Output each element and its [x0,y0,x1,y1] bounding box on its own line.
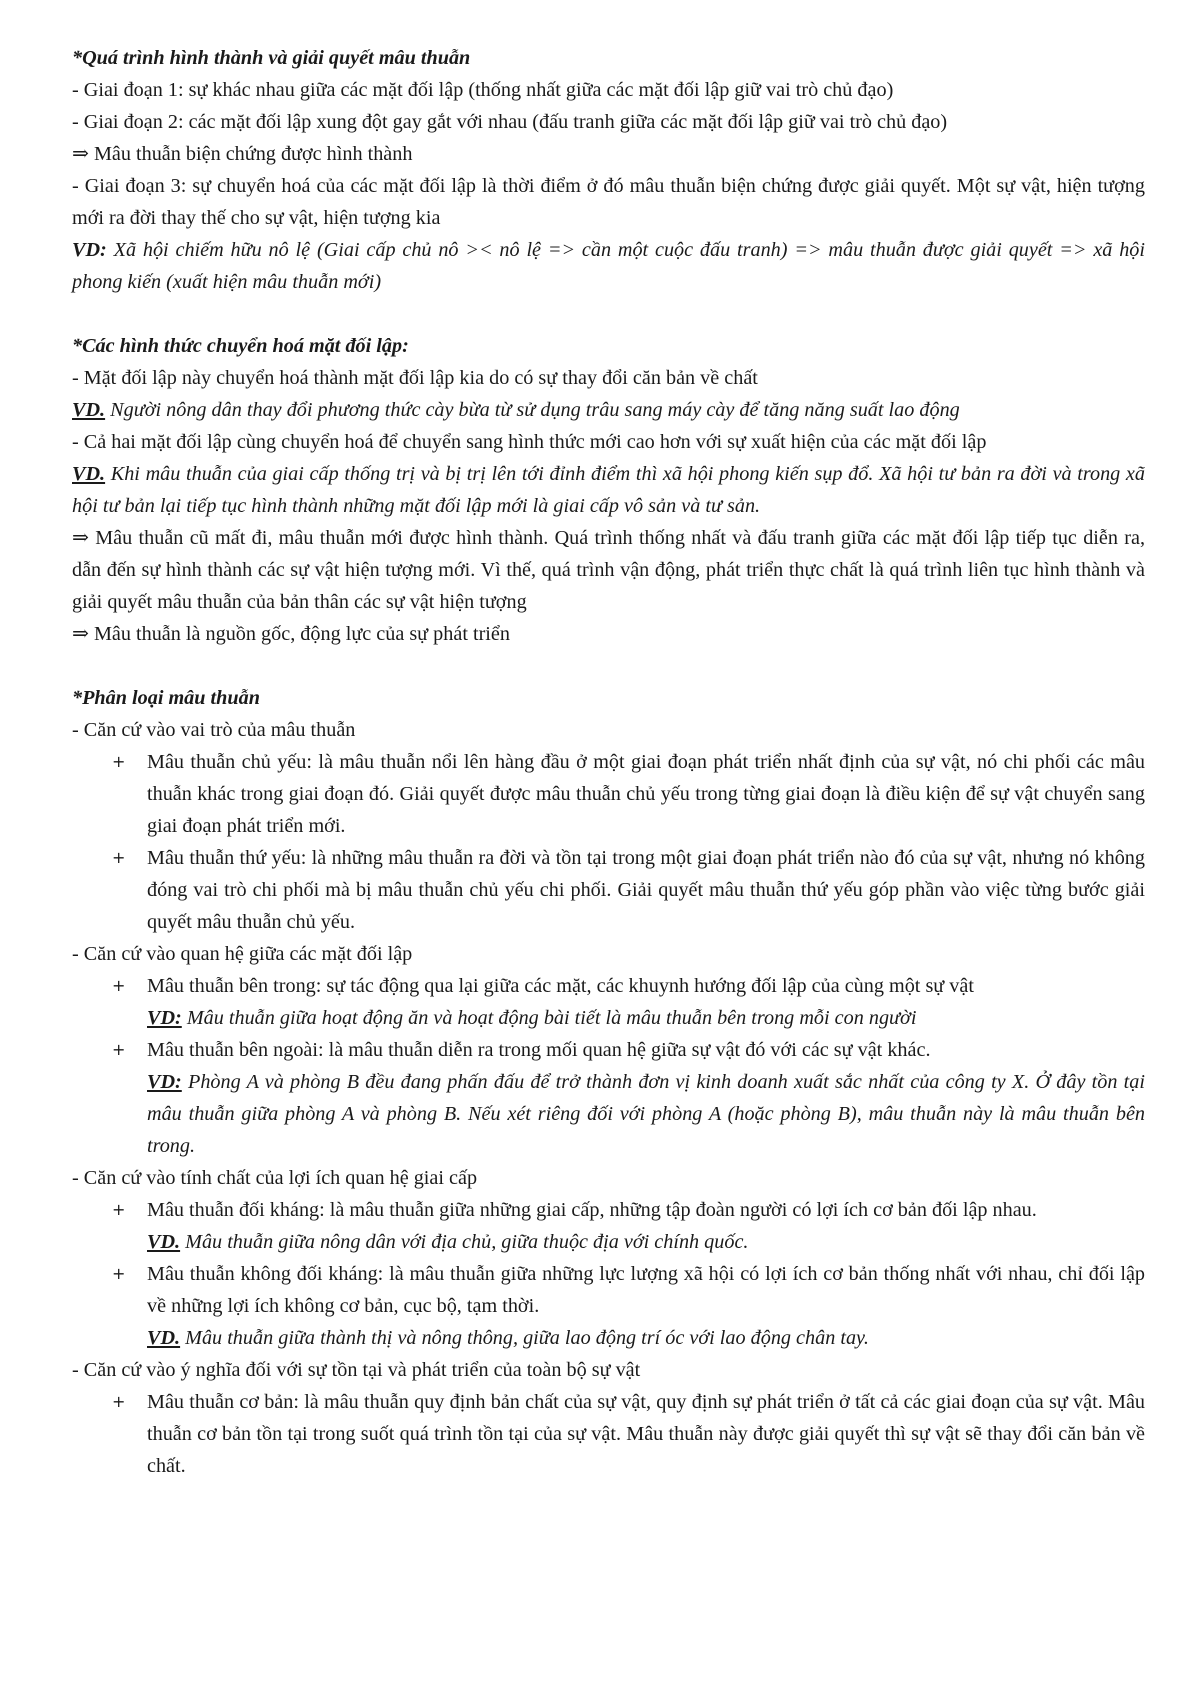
paragraph-form-1: - Mặt đối lập này chuyển hoá thành mặt đối lập kia do có sự thay đổi căn bản về chất [72,367,758,389]
section-heading-formation: *Quá trình hình thành và giải quyết mâu thuẫn [72,47,471,69]
bullet-text: Mâu thuẫn bên trong: sự tác động qua lại giữa các mặt, các khuynh hướng đối lập của cùng một sự vật [147,975,974,997]
section-heading-transformation: *Các hình thức chuyển hoá mặt đối lập: [72,335,409,357]
plus-bullet-icon: + [112,1264,126,1283]
bullet-item [72,1386,1145,1482]
example-text: Xã hội chiếm hữu nô lệ (Giai cấp chủ nô >< nô lệ => cần một cuộc đấu tranh) => mâu thuẫn được giải quyết => xã hội phong kiến (xuất hiện mâu thuẫn mới) [72,239,1145,293]
plus-bullet-icon: + [112,1040,126,1059]
example-label: VD. [72,399,106,421]
group-heading-class-interest: - Căn cứ vào tính chất của lợi ích quan hệ giai cấp [72,1167,478,1189]
paragraph-stage-1: - Giai đoạn 1: sự khác nhau giữa các mặt đối lập (thống nhất giữa các mặt đối lập giữ vai trò chủ đạo) [72,79,894,101]
bullet-item [72,1194,1145,1226]
example-label: VD. [147,1231,181,1253]
bullet-text: Mâu thuẫn chủ yếu: là mâu thuẫn nổi lên hàng đầu ở một giai đoạn phát triển nhất định của sự vật, nó chi phối các mâu thuẫn khác trong giai đoạn đó. Giải quyết được mâu thuẫn chủ yếu trong từng giai đoạn là điều kiện để sự vật chuyển sang giai đoạn phát triển mới. [147,751,1145,837]
plus-bullet-icon: + [112,848,126,867]
paragraph-stage-2: - Giai đoạn 2: các mặt đối lập xung đột gay gắt với nhau (đấu tranh giữa các mặt đối lập giữ vai trò chủ đạo) [72,111,948,133]
bullet-item [72,842,1145,938]
example-text: Mâu thuẫn giữa nông dân với địa chủ, giữa thuộc địa với chính quốc. [180,1231,749,1253]
example-label: VD. [147,1327,181,1349]
plus-bullet-icon: + [112,1200,126,1219]
example-slavery [72,234,1145,298]
example-label: VD: [147,1007,182,1029]
example-text: Mâu thuẫn giữa hoạt động ăn và hoạt động bài tiết là mâu thuẫn bên trong mỗi con người [181,1007,917,1029]
example-feudal [72,458,1145,522]
bullet-text: Mâu thuẫn đối kháng: là mâu thuẫn giữa những giai cấp, những tập đoàn người có lợi ích cơ bản đối lập nhau. [147,1199,1037,1221]
group-heading-relation: - Căn cứ vào quan hệ giữa các mặt đối lập [72,943,413,965]
example-farmer [72,394,1145,426]
example-text: Phòng A và phòng B đều đang phấn đấu để trở thành đơn vị kinh doanh xuất sắc nhất của công ty X. Ở đây tồn tại mâu thuẫn giữa phòng A và phòng B. Nếu xét riêng đối với phòng A (hoặc phòng B), mâu thuẫn này là mâu thuẫn bên trong. [147,1071,1145,1157]
bullet-item [72,1034,1145,1066]
example-label: VD: [72,239,107,261]
group-heading-significance: - Căn cứ vào ý nghĩa đối với sự tồn tại và phát triển của toàn bộ sự vật [72,1359,641,1381]
plus-bullet-icon: + [112,1392,126,1411]
example-non-antagonistic [72,1322,1145,1354]
group-heading-role: - Căn cứ vào vai trò của mâu thuẫn [72,719,356,741]
paragraph-form-2: - Cả hai mặt đối lập cùng chuyển hoá để chuyển sang hình thức mới cao hơn với sự xuất hiện của các mặt đối lập [72,431,987,453]
plus-bullet-icon: + [112,752,126,771]
example-text: Mâu thuẫn giữa thành thị và nông thông, giữa lao động trí óc với lao động chân tay. [180,1327,869,1349]
section-heading-classification: *Phân loại mâu thuẫn [72,687,260,709]
bullet-text: Mâu thuẫn bên ngoài: là mâu thuẫn diễn ra trong mối quan hệ giữa sự vật đó với các sự vật khác. [147,1039,931,1061]
bullet-item [72,970,1145,1002]
example-label: VD. [72,463,106,485]
bullet-item [72,746,1145,842]
example-text: Khi mâu thuẫn của giai cấp thống trị và bị trị lên tới đỉnh điểm thì xã hội phong kiến sụp đổ. Xã hội tư bản ra đời và trong xã hội tư bản lại tiếp tục hình thành những mặt đối lập mới là giai cấp vô sản và tư sản. [72,463,1145,517]
example-internal [72,1002,1145,1034]
paragraph-stage-3: - Giai đoạn 3: sự chuyển hoá của các mặt đối lập là thời điểm ở đó mâu thuẫn biện chứng được giải quyết. Một sự vật, hiện tượng mới ra đời thay thế cho sự vật, hiện tượng kia [72,175,1145,229]
example-external [72,1066,1145,1162]
bullet-item [72,1258,1145,1322]
conclusion-formed: ⇒ Mâu thuẫn biện chứng được hình thành [72,143,413,165]
bullet-text: Mâu thuẫn cơ bản: là mâu thuẫn quy định bản chất của sự vật, quy định sự phát triển ở tất cả các giai đoạn của sự vật. Mâu thuẫn cơ bản tồn tại trong suốt quá trình tồn tại của sự vật. Mâu thuẫn này được giải quyết thì sự vật sẽ thay đổi căn bản về chất. [147,1391,1145,1477]
plus-bullet-icon: + [112,976,126,995]
conclusion-old-new: ⇒ Mâu thuẫn cũ mất đi, mâu thuẫn mới được hình thành. Quá trình thống nhất và đấu tranh giữa các mặt đối lập tiếp tục diễn ra, dẫn đến sự hình thành các sự vật hiện tượng mới. Vì thế, quá trình vận động, phát triển thực chất là quá trình liên tục hình thành và giải quyết mâu thuẫn của bản thân các sự vật hiện tượng [72,527,1145,613]
example-antagonistic [72,1226,1145,1258]
bullet-text: Mâu thuẫn thứ yếu: là những mâu thuẫn ra đời và tồn tại trong một giai đoạn phát triển nào đó của sự vật, nhưng nó không đóng vai trò chi phối mà bị mâu thuẫn chủ yếu chi phối. Giải quyết mâu thuẫn thứ yếu góp phần vào việc từng bước giải quyết mâu thuẫn chủ yếu. [147,847,1145,933]
example-label: VD: [147,1071,182,1093]
example-text: Người nông dân thay đổi phương thức cày bừa từ sử dụng trâu sang máy cày để tăng năng suất lao động [105,399,960,421]
conclusion-source: ⇒ Mâu thuẫn là nguồn gốc, động lực của sự phát triển [72,623,510,645]
bullet-text: Mâu thuẫn không đối kháng: là mâu thuẫn giữa những lực lượng xã hội có lợi ích cơ bản thống nhất với nhau, chỉ đối lập về những lợi ích không cơ bản, cục bộ, tạm thời. [147,1263,1145,1317]
